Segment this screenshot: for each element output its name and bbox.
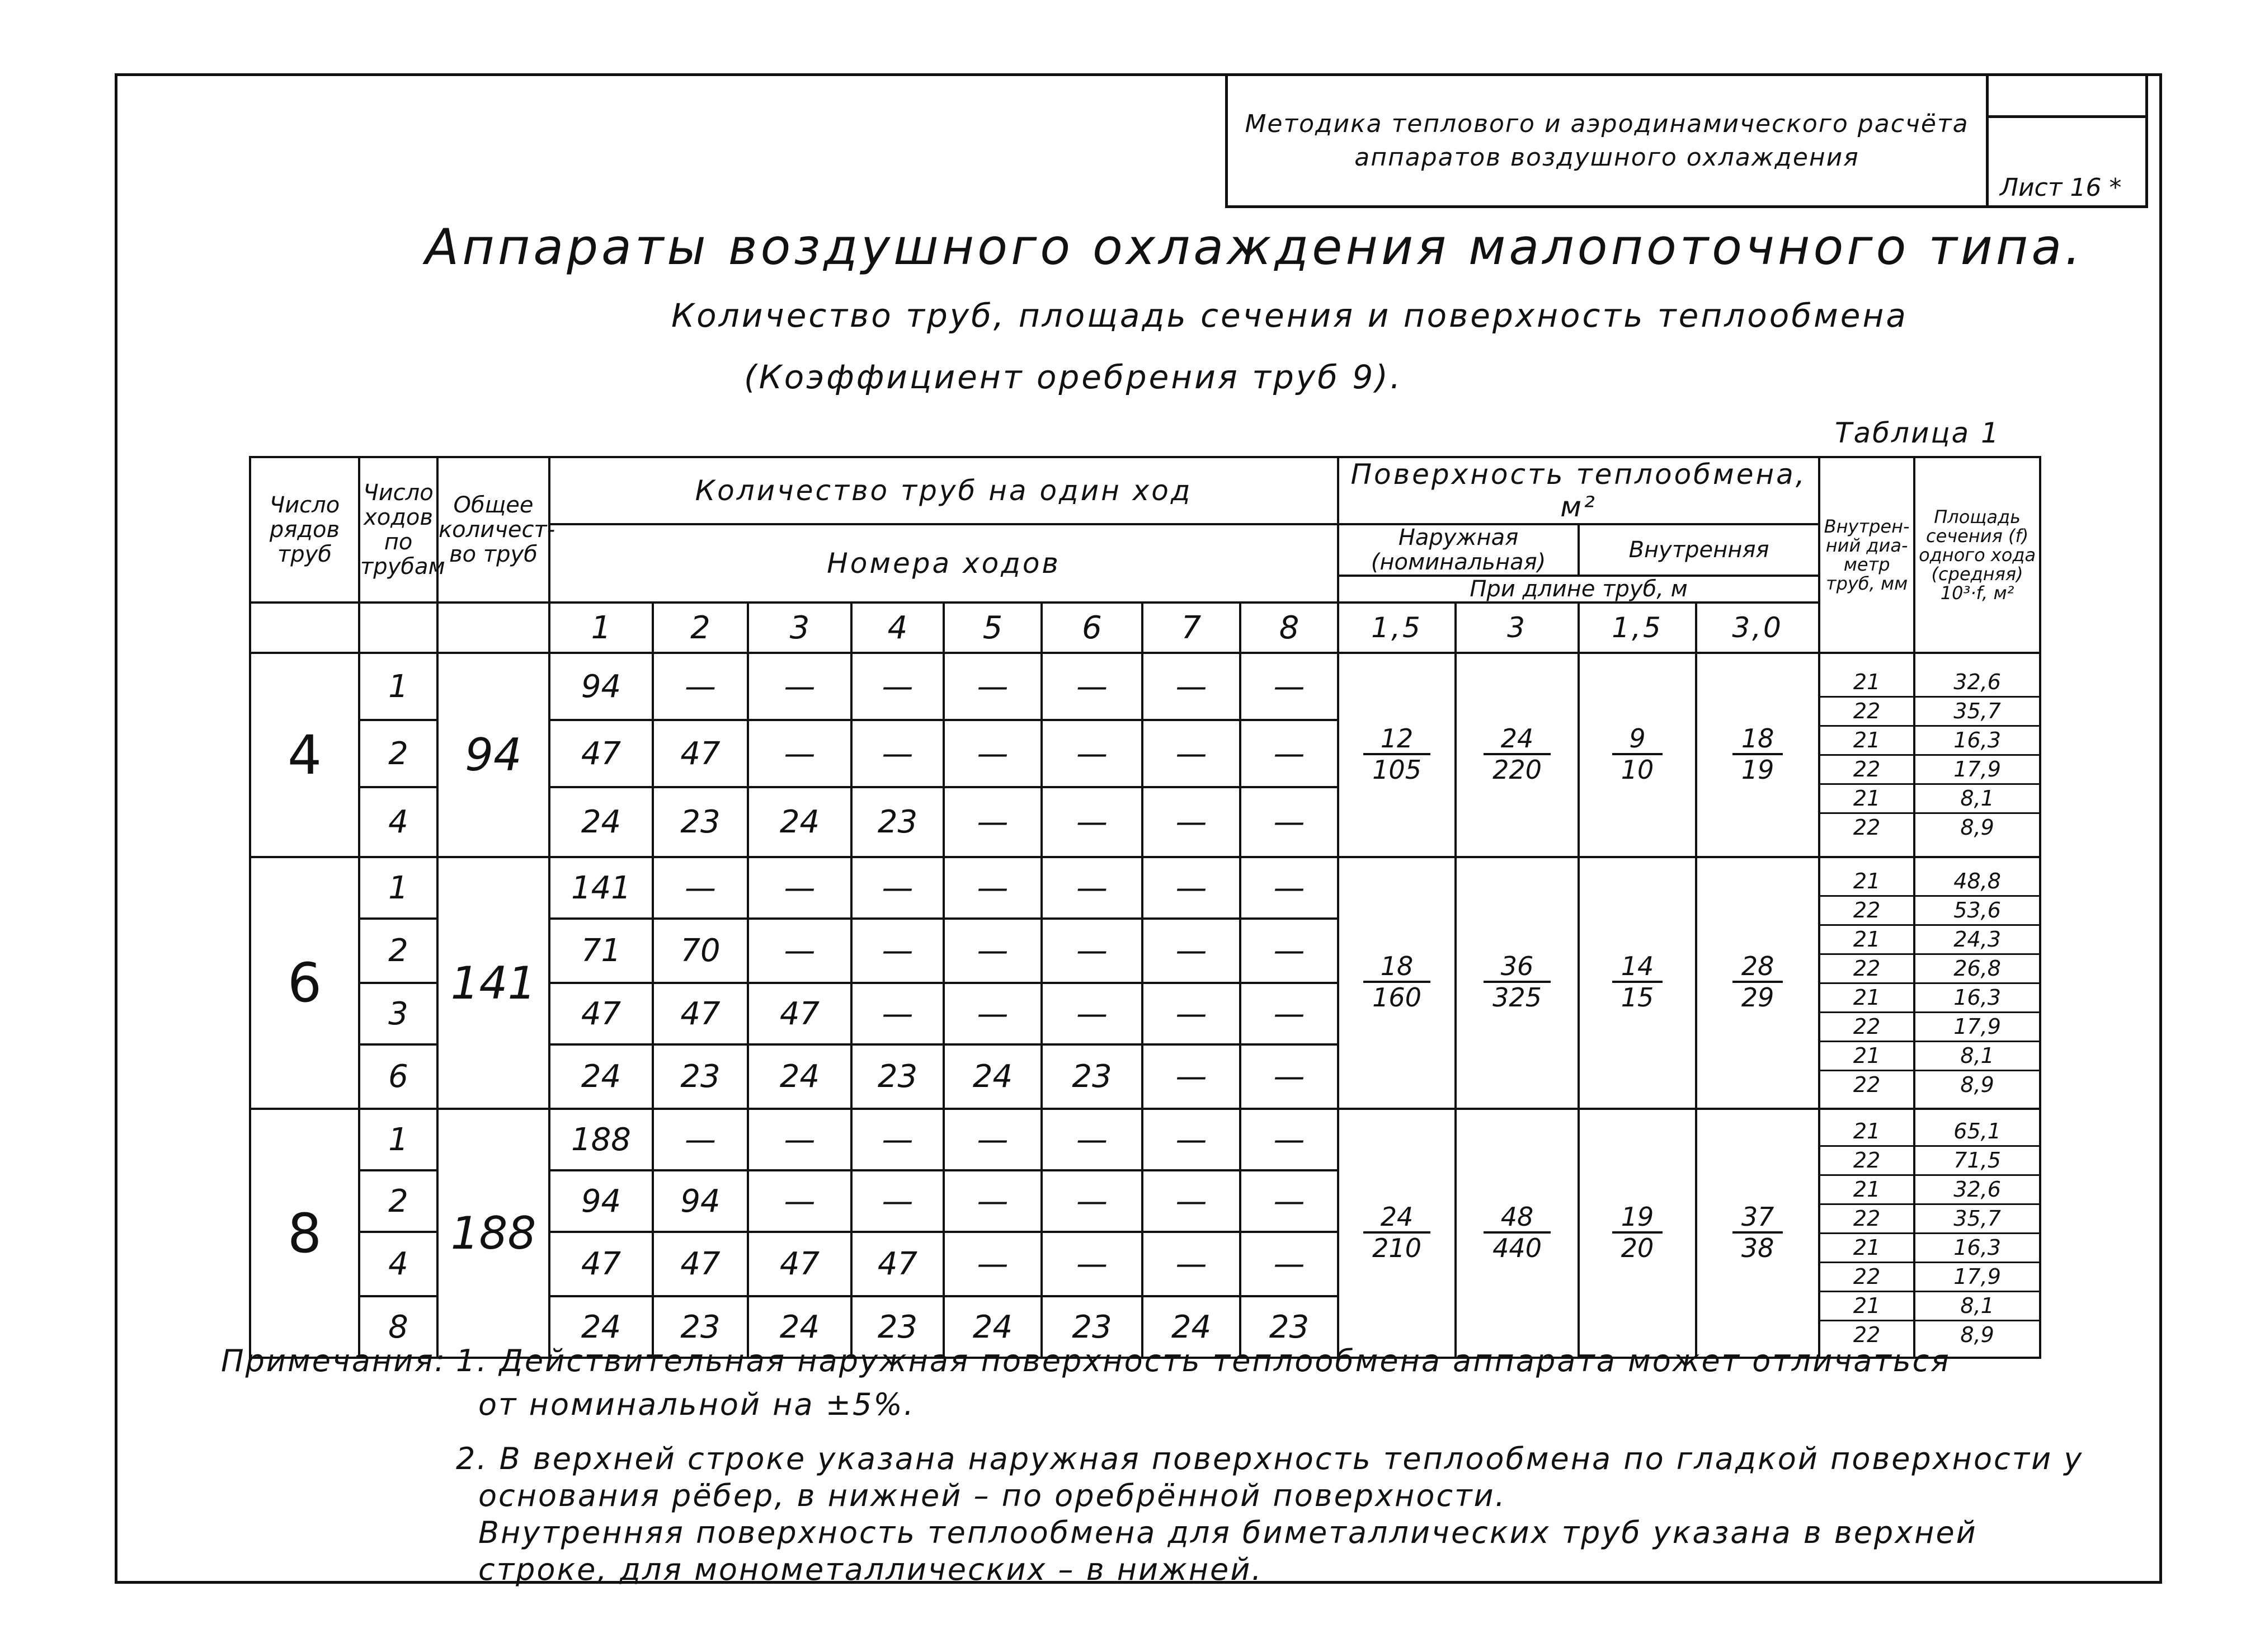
inner-diameter-value: 21 xyxy=(1820,984,1913,1013)
surface-bottom-value: 210 xyxy=(1372,1232,1421,1263)
surface-bottom-value: 20 xyxy=(1621,1232,1654,1263)
surface-fraction xyxy=(1612,1202,1663,1263)
tubes-per-pass-cell: — xyxy=(1240,720,1338,787)
area-value: 65,1 xyxy=(1915,1118,2039,1147)
note-2-line-2: основания рёбер, в нижней – по оребрённой поверхности. xyxy=(478,1478,1506,1513)
inner-diameter-value: 21 xyxy=(1820,727,1913,756)
surface-cell xyxy=(1338,1109,1456,1358)
header-outer: Наружная (номинальная) xyxy=(1338,524,1579,576)
inner-diameter-value: 21 xyxy=(1820,926,1913,955)
tubes-per-pass-cell: — xyxy=(851,983,944,1044)
header-area: Площадь сечения (f) одного хода (средняя) 10³·f, м² xyxy=(1914,457,2040,653)
tubes-per-pass-cell: 23 xyxy=(1042,1296,1142,1358)
document-title-line2: аппаратов воздушного охлаждения xyxy=(1354,143,1859,172)
header-rows-count: Число рядов труб xyxy=(250,457,359,603)
note-1-line-1: 1. Действительная наружная поверхность теплообмена аппарата может отличаться xyxy=(456,1343,1951,1378)
area-value: 17,9 xyxy=(1915,1013,2039,1042)
area-value: 35,7 xyxy=(1915,1205,2039,1234)
inner-diameter-value: 22 xyxy=(1820,897,1913,926)
tubes-per-pass-cell: — xyxy=(851,1109,944,1170)
data-table xyxy=(249,456,2041,1359)
header-total: Общее количест- во труб xyxy=(437,457,549,603)
tubes-per-pass-cell: — xyxy=(1142,1109,1240,1170)
tubes-per-pass-cell: — xyxy=(944,1232,1042,1296)
header-inner-diameter: Внутрен- ний диа- метр труб, мм xyxy=(1819,457,1914,653)
tubes-per-pass-cell: — xyxy=(1142,919,1240,983)
passes-cell: 2 xyxy=(359,720,437,787)
surface-bottom-value: 29 xyxy=(1741,982,1774,1013)
surface-bottom-value: 160 xyxy=(1372,982,1421,1013)
tubes-per-pass-cell: — xyxy=(851,720,944,787)
tubes-per-pass-cell: — xyxy=(944,983,1042,1044)
tubes-per-pass-cell: — xyxy=(944,919,1042,983)
tubes-per-pass-cell: — xyxy=(1240,1109,1338,1170)
tubes-per-pass-cell: 23 xyxy=(851,1044,944,1109)
surface-fraction xyxy=(1732,724,1783,784)
surface-top-value: 18 xyxy=(1732,724,1783,755)
passes-cell: 3 xyxy=(359,983,437,1044)
tubes-per-pass-cell: 141 xyxy=(549,857,653,919)
tubes-per-pass-cell: — xyxy=(1042,720,1142,787)
surface-fraction xyxy=(1363,952,1430,1012)
surface-fraction xyxy=(1484,724,1551,784)
note-2-line-3: Внутренняя поверхность теплообмена для биметаллических труб указана в верхней xyxy=(478,1515,1977,1550)
tubes-per-pass-cell: — xyxy=(944,1170,1042,1232)
tubes-per-pass-cell: — xyxy=(748,1170,851,1232)
tubes-per-pass-cell: 24 xyxy=(1142,1296,1240,1358)
inner-diameter-cell xyxy=(1819,1109,1914,1358)
tubes-per-pass-cell: 23 xyxy=(1042,1044,1142,1109)
area-value: 17,9 xyxy=(1915,756,2039,785)
tubes-per-pass-cell: — xyxy=(944,720,1042,787)
area-cell xyxy=(1914,857,2040,1109)
tubes-per-pass-cell: — xyxy=(1042,1170,1142,1232)
tubes-per-pass-cell: — xyxy=(1142,983,1240,1044)
pass-col-1: 1 xyxy=(549,603,653,653)
surface-fraction xyxy=(1612,724,1663,784)
pass-col-7: 7 xyxy=(1142,603,1240,653)
inner-diameter-value: 22 xyxy=(1820,1147,1913,1176)
header-surface: Поверхность теплообмена, м² xyxy=(1338,457,1819,524)
passes-cell: 6 xyxy=(359,1044,437,1109)
area-value: 35,7 xyxy=(1915,698,2039,727)
area-cell xyxy=(1914,1109,2040,1358)
inner-diameter-value: 22 xyxy=(1853,1072,1881,1097)
tubes-per-pass-cell: 23 xyxy=(653,1044,748,1109)
note-2-line-1: 2. В верхней строке указана наружная поверхность теплообмена по гладкой поверхности у xyxy=(456,1441,2084,1476)
surface-cell xyxy=(1456,857,1579,1109)
subtitle-2: (Коэффициент оребрения труб 9). xyxy=(744,358,1403,396)
tubes-per-pass-cell: — xyxy=(1240,1044,1338,1109)
tubes-per-pass-cell: 47 xyxy=(653,983,748,1044)
total-tubes-cell: 188 xyxy=(437,1109,549,1358)
tubes-per-pass-cell: — xyxy=(851,857,944,919)
surface-cell xyxy=(1579,1109,1696,1358)
tubes-per-pass-cell: 188 xyxy=(549,1109,653,1170)
tubes-per-pass-cell: 47 xyxy=(851,1232,944,1296)
table-row xyxy=(250,857,2040,919)
tubes-per-pass-cell: — xyxy=(1142,1044,1240,1109)
surface-fraction xyxy=(1732,952,1783,1012)
surface-fraction xyxy=(1732,1202,1783,1263)
tubes-per-pass-cell: — xyxy=(748,720,851,787)
area-value: 53,6 xyxy=(1915,897,2039,926)
inner-diameter-value: 22 xyxy=(1820,1013,1913,1042)
area-value: 8,1 xyxy=(1915,1292,2039,1321)
area-value: 8,9 xyxy=(1960,1072,1994,1097)
table-label: Таблица 1 xyxy=(1835,417,2000,449)
header-blank-3 xyxy=(437,603,549,653)
length-col-1: 1,5 xyxy=(1338,603,1456,653)
tubes-per-pass-cell: — xyxy=(1142,787,1240,857)
surface-fraction xyxy=(1363,1202,1430,1263)
passes-cell: 8 xyxy=(359,1296,437,1358)
pass-col-8: 8 xyxy=(1240,603,1338,653)
tubes-per-pass-cell: — xyxy=(1240,1232,1338,1296)
pass-col-3: 3 xyxy=(748,603,851,653)
surface-cell xyxy=(1338,653,1456,857)
surface-top-value: 28 xyxy=(1732,952,1783,983)
surface-top-value: 24 xyxy=(1363,1202,1430,1234)
area-value: 8,9 xyxy=(1960,1322,1994,1347)
surface-bottom-value: 440 xyxy=(1492,1232,1542,1263)
header-tube-length: При длине труб, м xyxy=(1338,576,1819,603)
tubes-per-pass-cell: — xyxy=(653,1109,748,1170)
area-cell xyxy=(1914,653,2040,857)
inner-diameter-value: 21 xyxy=(1820,1292,1913,1321)
passes-cell: 1 xyxy=(359,1109,437,1170)
passes-cell: 1 xyxy=(359,653,437,720)
inner-diameter-value: 22 xyxy=(1820,955,1913,984)
document-title-line1: Методика теплового и аэродинамического расчёта xyxy=(1245,109,1969,138)
header-passes: Число ходов по трубам xyxy=(359,457,437,603)
inner-diameter-value: 21 xyxy=(1820,868,1913,897)
tubes-per-pass-cell: — xyxy=(944,1109,1042,1170)
inner-diameter-value: 22 xyxy=(1853,1322,1881,1347)
inner-diameter-value: 22 xyxy=(1820,1263,1913,1292)
tubes-per-pass-cell: — xyxy=(944,653,1042,720)
tubes-per-pass-cell: 70 xyxy=(653,919,748,983)
tubes-per-pass-cell: 24 xyxy=(944,1296,1042,1358)
header-inner: Внутренняя xyxy=(1579,524,1819,576)
inner-diameter-value: 21 xyxy=(1820,1176,1913,1205)
surface-bottom-value: 38 xyxy=(1741,1232,1774,1263)
pass-col-2: 2 xyxy=(653,603,748,653)
passes-cell: 4 xyxy=(359,1232,437,1296)
tubes-per-pass-cell: — xyxy=(1240,857,1338,919)
area-value: 17,9 xyxy=(1915,1263,2039,1292)
inner-diameter-value: 22 xyxy=(1820,756,1913,785)
passes-cell: 2 xyxy=(359,1170,437,1232)
tubes-per-pass-cell: — xyxy=(1042,1109,1142,1170)
surface-fraction xyxy=(1484,952,1551,1012)
tubes-per-pass-cell: 47 xyxy=(549,1232,653,1296)
tubes-per-pass-cell: 47 xyxy=(653,720,748,787)
tubes-per-pass-cell: 23 xyxy=(653,787,748,857)
surface-top-value: 48 xyxy=(1484,1202,1551,1234)
title-block xyxy=(1225,73,2148,208)
header-blank-2 xyxy=(359,603,437,653)
tubes-per-pass-cell: 47 xyxy=(653,1232,748,1296)
sheet-number: Лист 16 * xyxy=(1988,117,2147,207)
surface-cell xyxy=(1696,653,1819,857)
pass-col-5: 5 xyxy=(944,603,1042,653)
tubes-per-pass-cell: — xyxy=(748,857,851,919)
area-value: 71,5 xyxy=(1915,1147,2039,1176)
header-blank-1 xyxy=(250,603,359,653)
document-title xyxy=(1227,75,1988,207)
tubes-per-pass-cell: 71 xyxy=(549,919,653,983)
tubes-per-pass-cell: — xyxy=(1240,653,1338,720)
pass-col-6: 6 xyxy=(1042,603,1142,653)
tubes-per-pass-cell: — xyxy=(1240,1170,1338,1232)
tubes-per-pass-cell: 23 xyxy=(851,1296,944,1358)
inner-diameter-value: 22 xyxy=(1853,815,1881,840)
area-value: 26,8 xyxy=(1915,955,2039,984)
tubes-per-pass-cell: 47 xyxy=(549,720,653,787)
tubes-per-pass-cell: 24 xyxy=(944,1044,1042,1109)
header-tubes-per-pass: Количество труб на один ход xyxy=(549,457,1338,524)
tubes-per-pass-cell: — xyxy=(1042,653,1142,720)
total-tubes-cell: 141 xyxy=(437,857,549,1109)
passes-cell: 4 xyxy=(359,787,437,857)
inner-diameter-value: 22 xyxy=(1820,1205,1913,1234)
tubes-per-pass-cell: 47 xyxy=(748,1232,851,1296)
inner-diameter-value: 21 xyxy=(1820,1118,1913,1147)
tubes-per-pass-cell: — xyxy=(1042,787,1142,857)
area-value: 16,3 xyxy=(1915,984,2039,1013)
tubes-per-pass-cell: — xyxy=(851,653,944,720)
pass-col-4: 4 xyxy=(851,603,944,653)
tubes-per-pass-cell: — xyxy=(1240,919,1338,983)
surface-cell xyxy=(1696,1109,1819,1358)
area-value: 32,6 xyxy=(1915,1176,2039,1205)
tubes-per-pass-cell: — xyxy=(851,1170,944,1232)
rows-count-cell: 8 xyxy=(250,1109,359,1358)
surface-top-value: 18 xyxy=(1363,952,1430,983)
surface-bottom-value: 220 xyxy=(1492,754,1542,785)
tubes-per-pass-cell: 47 xyxy=(748,983,851,1044)
tubes-per-pass-cell: 24 xyxy=(549,1044,653,1109)
tubes-per-pass-cell: — xyxy=(748,653,851,720)
length-col-2: 3 xyxy=(1456,603,1579,653)
surface-top-value: 19 xyxy=(1612,1202,1663,1234)
tubes-per-pass-cell: 23 xyxy=(653,1296,748,1358)
surface-cell xyxy=(1579,653,1696,857)
table-row xyxy=(250,653,2040,720)
tubes-per-pass-cell: 24 xyxy=(549,1296,653,1358)
area-value: 8,1 xyxy=(1915,1042,2039,1071)
surface-cell xyxy=(1456,1109,1579,1358)
note-1-line-2: от номинальной на ±5%. xyxy=(478,1387,915,1422)
tubes-per-pass-cell: — xyxy=(851,919,944,983)
area-value: 8,9 xyxy=(1960,815,1994,840)
area-value: 8,1 xyxy=(1915,785,2039,814)
surface-top-value: 9 xyxy=(1612,724,1663,755)
total-tubes-cell: 94 xyxy=(437,653,549,857)
header-pass-numbers: Номера ходов xyxy=(549,524,1338,603)
tubes-per-pass-cell: 23 xyxy=(1240,1296,1338,1358)
inner-diameter-value: 21 xyxy=(1820,669,1913,698)
tubes-per-pass-cell: 24 xyxy=(748,1296,851,1358)
surface-fraction xyxy=(1363,724,1430,784)
tubes-per-pass-cell: — xyxy=(1042,857,1142,919)
tubes-per-pass-cell: — xyxy=(653,653,748,720)
table-row xyxy=(250,1109,2040,1170)
inner-diameter-value: 21 xyxy=(1820,785,1913,814)
tubes-per-pass-cell: 24 xyxy=(549,787,653,857)
inner-diameter-value: 22 xyxy=(1820,698,1913,727)
tubes-per-pass-cell: — xyxy=(1240,983,1338,1044)
surface-top-value: 14 xyxy=(1612,952,1663,983)
tubes-per-pass-cell: — xyxy=(1142,857,1240,919)
inner-diameter-cell xyxy=(1819,653,1914,857)
surface-top-value: 12 xyxy=(1363,724,1430,755)
tubes-per-pass-cell: — xyxy=(1042,983,1142,1044)
tubes-per-pass-cell: 23 xyxy=(851,787,944,857)
tubes-per-pass-cell: — xyxy=(944,857,1042,919)
inner-diameter-cell xyxy=(1819,857,1914,1109)
tubes-per-pass-cell: — xyxy=(1240,787,1338,857)
surface-cell xyxy=(1338,857,1456,1109)
tubes-per-pass-cell: 24 xyxy=(748,787,851,857)
tubes-per-pass-cell: — xyxy=(944,787,1042,857)
tubes-per-pass-cell: 24 xyxy=(748,1044,851,1109)
tubes-per-pass-cell: 94 xyxy=(549,1170,653,1232)
tubes-per-pass-cell: — xyxy=(748,1109,851,1170)
area-value: 16,3 xyxy=(1915,727,2039,756)
page-title: Аппараты воздушного охлаждения малопоточного типа. xyxy=(425,218,2084,276)
length-col-3: 1,5 xyxy=(1579,603,1696,653)
tubes-per-pass-cell: 94 xyxy=(549,653,653,720)
surface-bottom-value: 15 xyxy=(1621,982,1654,1013)
surface-cell xyxy=(1696,857,1819,1109)
surface-fraction xyxy=(1484,1202,1551,1263)
passes-cell: 2 xyxy=(359,919,437,983)
surface-fraction xyxy=(1612,952,1663,1012)
area-value: 48,8 xyxy=(1915,868,2039,897)
tubes-per-pass-cell: — xyxy=(1042,1232,1142,1296)
surface-bottom-value: 19 xyxy=(1741,754,1774,785)
inner-diameter-value: 21 xyxy=(1820,1042,1913,1071)
surface-top-value: 37 xyxy=(1732,1202,1783,1234)
area-value: 24,3 xyxy=(1915,926,2039,955)
tubes-per-pass-cell: — xyxy=(1142,653,1240,720)
surface-bottom-value: 105 xyxy=(1372,754,1421,785)
rows-count-cell: 4 xyxy=(250,653,359,857)
sheet-blank xyxy=(1988,75,2147,117)
surface-cell xyxy=(1579,857,1696,1109)
tubes-per-pass-cell: 47 xyxy=(549,983,653,1044)
tubes-per-pass-cell: — xyxy=(1142,720,1240,787)
tubes-per-pass-cell: — xyxy=(1042,919,1142,983)
tubes-per-pass-cell: — xyxy=(1142,1232,1240,1296)
note-2-line-4: строке, для монометаллических – в нижней. xyxy=(478,1552,1263,1587)
rows-count-cell: 6 xyxy=(250,857,359,1109)
area-value: 32,6 xyxy=(1915,669,2039,698)
tubes-per-pass-cell: 94 xyxy=(653,1170,748,1232)
tubes-per-pass-cell: — xyxy=(748,919,851,983)
inner-diameter-value: 21 xyxy=(1820,1234,1913,1263)
length-col-4: 3,0 xyxy=(1696,603,1819,653)
tubes-per-pass-cell: — xyxy=(1142,1170,1240,1232)
tubes-per-pass-cell: — xyxy=(653,857,748,919)
notes-label: Примечания: xyxy=(221,1343,447,1378)
passes-cell: 1 xyxy=(359,857,437,919)
area-value: 16,3 xyxy=(1915,1234,2039,1263)
subtitle-1: Количество труб, площадь сечения и поверхность теплообмена xyxy=(671,296,1908,335)
surface-bottom-value: 10 xyxy=(1621,754,1654,785)
surface-bottom-value: 325 xyxy=(1492,982,1542,1013)
surface-top-value: 36 xyxy=(1484,952,1551,983)
surface-cell xyxy=(1456,653,1579,857)
surface-top-value: 24 xyxy=(1484,724,1551,755)
